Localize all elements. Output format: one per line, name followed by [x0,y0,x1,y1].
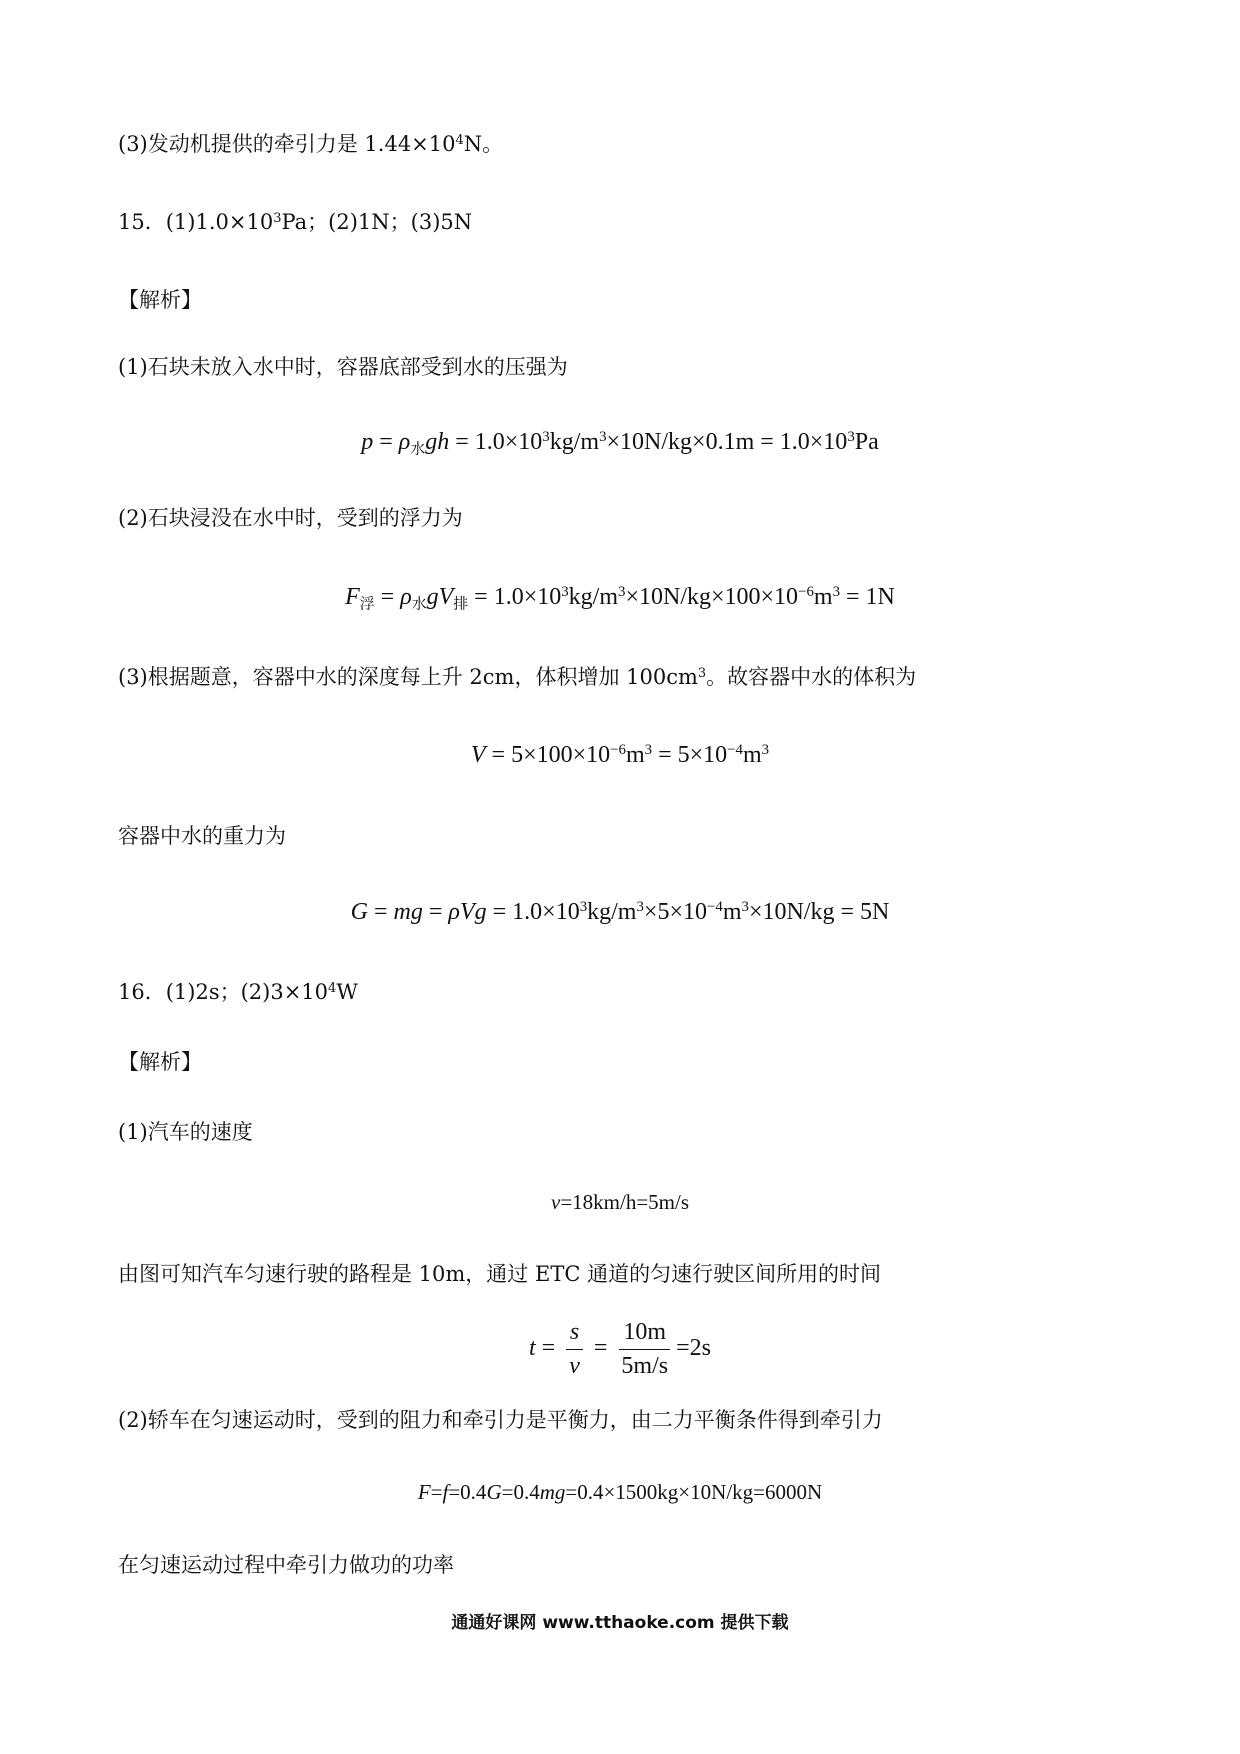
equation-pressure [0,428,1240,457]
equation-speed [0,1190,1240,1215]
eq-text: =18km/h=5m/s [560,1190,690,1214]
eq-text: =0.4 [448,1480,487,1504]
exponent: 4 [455,132,464,148]
paragraph-7: (2)轿车在匀速运动时，受到的阻力和牵引力是平衡力，由二力平衡条件得到牵引力 [118,1408,883,1432]
eq-exp: 3 [636,898,644,915]
text: 15．(1)1.0×10 [118,210,274,234]
eq-sub: 水 [410,441,426,458]
eq-exp: 3 [761,741,770,758]
eq-exp: 3 [832,583,840,600]
eq-text: ×10N/kg = 5N [748,899,890,925]
exponent: 3 [697,665,707,681]
eq-var: F [345,584,360,610]
eq-var: g [410,899,423,925]
fraction-values [617,1318,672,1381]
eq-text: =2s [676,1334,711,1361]
eq-text: = [422,899,449,925]
eq-text: = 5×10 [652,742,728,768]
eq-text: = 1.0×10 [449,429,543,455]
eq-text: kg/m [549,429,600,455]
eq-text: = [535,1334,562,1361]
eq-text: = [374,584,401,610]
eq-sub: 浮 [359,596,375,613]
eq-text: Pa [854,429,879,455]
eq-text: = [373,429,399,455]
eq-text: = 5×100×10 [485,742,611,768]
eq-var: G [486,1480,502,1504]
text: N。 [463,132,504,156]
eq-text: = 1.0×10 [468,584,562,610]
eq-var: V [470,742,486,768]
denominator: 5m/s [621,1352,669,1379]
eq-var: g [426,584,439,610]
eq-sub: 水 [411,596,427,613]
eq-var: ρ [398,429,411,455]
eq-text: = [367,899,394,925]
numerator: s [566,1318,583,1350]
equation-volume [0,741,1240,770]
eq-text: kg/m [568,584,619,610]
eq-exp: −4 [727,741,743,758]
paragraph-5: (1)汽车的速度 [118,1120,253,1144]
equation-time [0,1318,1240,1381]
eq-exp: 3 [599,428,607,445]
fraction-s-over-v [565,1318,584,1381]
eq-var: g [425,429,438,455]
eq-var: V [459,899,475,925]
text: 。故容器中水的体积为 [706,665,917,689]
eq-text: m [722,899,742,925]
eq-exp: 3 [618,583,626,600]
text: Pa；(2)1N；(3)5N [281,210,473,234]
eq-text: =0.4×1500kg×10N/kg=6000N [565,1480,823,1504]
eq-var: p [361,429,374,455]
text: (3)发动机提供的牵引力是 1.44×10 [118,132,456,156]
eq-var: mg [539,1480,566,1504]
eq-var: m [393,899,411,925]
eq-var: ρ [448,899,460,925]
question-16-answer [118,980,358,1005]
paragraph-8: 在匀速运动过程中牵引力做功的功率 [118,1553,454,1577]
eq-text: =0.4 [501,1480,540,1504]
eq-text: ×10N/kg×100×10 [625,584,799,610]
paragraph-3 [118,665,916,690]
eq-text: kg/m [587,899,637,925]
analysis-heading-15: 【解析】 [118,288,202,312]
eq-exp: −6 [610,741,626,758]
equation-force [0,1480,1240,1505]
paragraph-1: (1)石块未放入水中时，容器底部受到水的压强为 [118,355,568,379]
text: 16．(1)2s；(2)3×10 [118,980,329,1004]
eq-var: v [550,1190,561,1214]
eq-text: ×10N/kg×0.1m = 1.0×10 [606,429,848,455]
eq-exp: 3 [542,428,550,445]
eq-exp: 3 [847,428,855,445]
analysis-heading-16: 【解析】 [118,1050,202,1074]
eq-text: = 1N [840,584,895,610]
eq-exp: −4 [707,898,723,915]
question-15-answer [118,210,472,235]
eq-var: g [474,899,487,925]
exponent: 4 [328,980,337,996]
eq-var: f [442,1480,449,1504]
eq-var: V [438,584,454,610]
equation-buoyancy [0,583,1240,612]
eq-exp: 3 [561,583,569,600]
paragraph-2: (2)石块浸没在水中时，受到的浮力为 [118,506,463,530]
exponent: 3 [273,210,282,226]
eq-var: F [417,1480,431,1504]
eq-var: G [350,899,368,925]
eq-text: m [813,584,833,610]
eq-exp: −6 [798,583,814,600]
eq-exp: 3 [741,898,749,915]
eq-text: = [430,1480,443,1504]
denominator: v [569,1352,580,1379]
text: (3)根据题意，容器中水的深度每上升 2cm，体积增加 100cm [118,665,698,689]
paragraph-4: 容器中水的重力为 [118,824,286,848]
answer-part3-line [118,132,503,157]
eq-text: m [743,742,762,768]
equation-gravity [0,898,1240,927]
eq-sub: 排 [453,596,469,613]
eq-exp: 3 [579,898,588,915]
eq-var: t [529,1334,536,1361]
eq-text: = 1.0×10 [486,899,580,925]
eq-var: ρ [400,584,412,610]
eq-text: m [625,742,645,768]
eq-text: = [587,1334,614,1361]
text: W [336,980,358,1004]
numerator: 10m [619,1318,670,1350]
paragraph-6: 由图可知汽车匀速行驶的路程是 10m，通过 ETC 通道的匀速行驶区间所用的时间 [118,1262,882,1286]
eq-text: ×5×10 [643,899,707,925]
footer-watermark: 通通好课网 www.tthaoke.com 提供下载 [451,1613,789,1633]
eq-exp: 3 [644,741,653,758]
eq-var: h [437,429,450,455]
